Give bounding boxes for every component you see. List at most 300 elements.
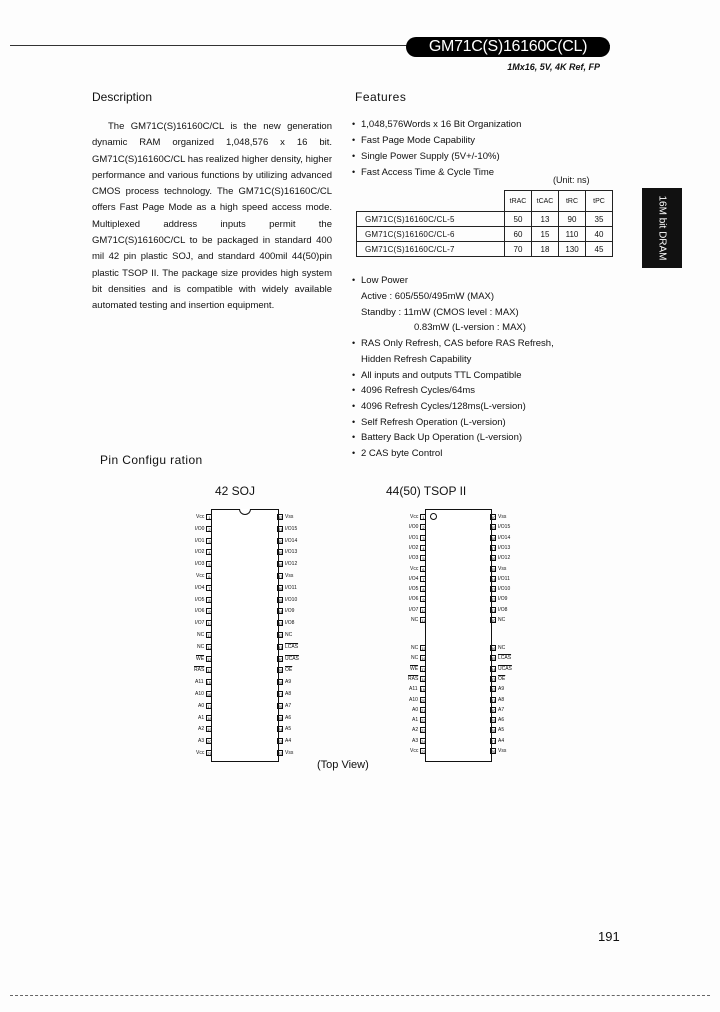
pin-name: A9 bbox=[498, 686, 505, 693]
pin-name: NC bbox=[498, 645, 506, 651]
pin-label bbox=[490, 576, 510, 582]
pin-label bbox=[198, 703, 212, 709]
pin-config-title: Pin Configu ration bbox=[100, 453, 203, 467]
description-body: The GM71C(S)16160C/CL is the new generation dynamic RAM organized 1,048,576 x 16 bit. GM71C(S)16160C/CL has realized higher density, higher performance and various functions by utilizing advanced CMOS process technology. The GM71C(S)16160C/CL offers Fast Page Mode as a high speed access mode. Multiplexed address inputs permit the GM71C(S)16160C/CL to be packaged in standard 400 mil 42 pin plastic SOJ, and standard 400mil 44(50)pin plastic TSOP II. The package size provides high system bit densities and is compatible with widely available automated testing and insertion equipment. bbox=[92, 121, 332, 312]
table-header-row bbox=[357, 191, 613, 212]
pin-number: 13 bbox=[207, 656, 212, 662]
pin-label bbox=[195, 608, 212, 614]
pin-name: A4 bbox=[498, 737, 505, 744]
pin-name: A7 bbox=[285, 702, 292, 709]
pin-number: 26 bbox=[278, 703, 283, 709]
pin-number: 29 bbox=[491, 718, 496, 724]
pin-label bbox=[196, 750, 212, 756]
column-header: tCAC bbox=[532, 191, 559, 212]
pin-number: 5 bbox=[422, 556, 425, 562]
pin-label bbox=[277, 526, 297, 532]
pin-name: I/O2 bbox=[409, 544, 419, 551]
pin-name: Vcc bbox=[410, 514, 419, 520]
pin-label bbox=[409, 555, 426, 561]
table-row bbox=[357, 212, 613, 227]
table-cell: 90 bbox=[559, 212, 586, 227]
pin-name: A9 bbox=[285, 679, 292, 686]
pin-number: 43 bbox=[491, 587, 496, 593]
pin-name: Vcc bbox=[410, 748, 419, 754]
pin-number: 32 bbox=[491, 687, 496, 693]
pin-number: 12 bbox=[207, 644, 212, 650]
pin-label bbox=[412, 707, 426, 713]
pin-name: A1 bbox=[198, 714, 205, 721]
pin-label bbox=[410, 748, 426, 754]
pin-name: UCAS bbox=[285, 655, 299, 662]
table-cell: 110 bbox=[559, 227, 586, 242]
unit-note: (Unit: ns) bbox=[553, 175, 590, 185]
pin-name: Vss bbox=[498, 565, 507, 572]
pin-name: Vss bbox=[498, 514, 507, 520]
pin-number: 40 bbox=[278, 538, 283, 544]
pin-number: 10 bbox=[421, 607, 426, 613]
side-tab-label: 16M bit DRAM bbox=[656, 195, 668, 261]
pin-label bbox=[277, 585, 297, 591]
pin-number: 4 bbox=[422, 545, 425, 551]
pin-number: 2 bbox=[208, 526, 211, 532]
pin-number: 39 bbox=[278, 550, 283, 556]
pin-number: 29 bbox=[278, 668, 283, 674]
pin-label bbox=[277, 750, 293, 756]
pin-name: I/O9 bbox=[285, 608, 295, 615]
pin-name: I/O1 bbox=[195, 537, 205, 544]
features-title: Features bbox=[355, 90, 407, 104]
pin-label bbox=[195, 561, 212, 567]
pin-name: A0 bbox=[412, 706, 419, 713]
tsop-package bbox=[425, 509, 492, 762]
pin-label bbox=[490, 535, 510, 541]
pin-label bbox=[198, 738, 212, 744]
pin-label bbox=[411, 655, 426, 661]
pin-name: I/O14 bbox=[285, 537, 298, 544]
table-cell: 18 bbox=[532, 242, 559, 257]
pin-name: I/O8 bbox=[285, 620, 295, 627]
column-header: tPC bbox=[586, 191, 613, 212]
pin-label bbox=[277, 644, 298, 650]
pin-name: I/O1 bbox=[409, 534, 419, 541]
pin-label bbox=[409, 524, 426, 530]
pin-name: Vss bbox=[285, 573, 294, 579]
top-view-label: (Top View) bbox=[317, 759, 369, 771]
pin-number: 36 bbox=[278, 585, 283, 591]
pin-name: A5 bbox=[498, 727, 505, 734]
pin-number: 47 bbox=[491, 545, 496, 551]
page-number: 191 bbox=[598, 929, 620, 944]
pin-name: A6 bbox=[285, 714, 292, 721]
pin-number: 14 bbox=[207, 668, 212, 674]
pin-label bbox=[409, 596, 426, 602]
pin-label bbox=[196, 573, 212, 579]
pin-label bbox=[277, 561, 297, 567]
pin-name: I/O5 bbox=[409, 586, 419, 593]
pin-label bbox=[409, 697, 426, 703]
pin-label bbox=[198, 726, 212, 732]
pin-label bbox=[490, 607, 507, 613]
pin-number: 31 bbox=[278, 644, 283, 650]
pin-number: 7 bbox=[208, 585, 211, 591]
table-row bbox=[357, 242, 613, 257]
pin-name: NC bbox=[411, 655, 419, 662]
pin-number: 25 bbox=[421, 749, 426, 754]
pin-name: A11 bbox=[195, 679, 204, 686]
pin-name: Vcc bbox=[196, 514, 205, 520]
pin-number: 15 bbox=[421, 646, 426, 651]
pin-number: 48 bbox=[491, 535, 496, 541]
pin-number: 34 bbox=[491, 666, 496, 672]
pin-name: I/O6 bbox=[409, 596, 419, 603]
pin-label bbox=[195, 538, 212, 544]
pin-label bbox=[195, 691, 212, 697]
pin-name: Vcc bbox=[410, 565, 419, 572]
pin-label bbox=[409, 586, 426, 592]
pin-number: 24 bbox=[278, 727, 283, 733]
column-header: tRAC bbox=[505, 191, 532, 212]
pin-number: 17 bbox=[421, 666, 426, 672]
pin-name: I/O7 bbox=[409, 606, 419, 613]
pin-label bbox=[277, 656, 299, 662]
pin-label bbox=[490, 727, 504, 733]
pin-name: $\overline{RAS}$ bbox=[408, 675, 419, 682]
pin-number: 28 bbox=[491, 728, 496, 734]
pin-label bbox=[196, 514, 212, 520]
pin-name: I/O15 bbox=[285, 525, 298, 532]
pin-label bbox=[410, 514, 426, 520]
pin-label bbox=[277, 738, 291, 744]
pin-label bbox=[409, 576, 426, 582]
table-cell: GM71C(S)16160C/CL-7 bbox=[357, 242, 505, 257]
pin-number: 19 bbox=[207, 727, 212, 733]
table-cell: 70 bbox=[505, 242, 532, 257]
pin-number: 21 bbox=[207, 751, 212, 756]
table-cell: 15 bbox=[532, 227, 559, 242]
pin-name: A3 bbox=[412, 737, 419, 744]
pin-name: I/O12 bbox=[285, 561, 298, 568]
pin-label bbox=[277, 620, 294, 626]
pin-name: $\overline{RAS}$ bbox=[194, 667, 205, 674]
pin-label bbox=[277, 549, 297, 555]
pin-name: $\overline{OE}$ bbox=[285, 667, 293, 674]
pin-name: I/O10 bbox=[285, 596, 298, 603]
pin-label bbox=[410, 666, 426, 672]
pin-name: Vss bbox=[285, 514, 294, 520]
pin-number: 31 bbox=[491, 697, 496, 703]
pin-number: 20 bbox=[207, 739, 212, 745]
pin-number: 33 bbox=[278, 621, 283, 627]
pin-label bbox=[277, 597, 297, 603]
chip-notch bbox=[239, 509, 251, 515]
pin-label bbox=[490, 738, 504, 744]
pin-name: A6 bbox=[498, 717, 505, 724]
pin-label bbox=[277, 703, 291, 709]
soj-title: 42 SOJ bbox=[215, 484, 256, 498]
pin-number: 10 bbox=[207, 621, 212, 627]
pin-label bbox=[412, 727, 426, 733]
pin-name: NC bbox=[197, 632, 205, 638]
pin-label bbox=[490, 524, 510, 530]
pin-number: 33 bbox=[491, 676, 496, 682]
pin-number: 22 bbox=[278, 751, 283, 756]
pin-number: 2 bbox=[422, 525, 425, 531]
pin-name: I/O12 bbox=[498, 555, 511, 562]
pin-name: $\overline{WE}$ bbox=[196, 655, 205, 662]
pin-name: I/O11 bbox=[498, 575, 510, 582]
pin-name: I/O2 bbox=[195, 549, 205, 556]
pin-number: 5 bbox=[208, 562, 211, 568]
pin-label bbox=[195, 585, 212, 591]
pin-label bbox=[409, 686, 426, 692]
timing-table bbox=[356, 190, 613, 257]
pin-number: 27 bbox=[278, 692, 283, 697]
pin-name: A4 bbox=[285, 738, 292, 745]
pin-number: 30 bbox=[278, 656, 283, 662]
pin-label bbox=[197, 632, 212, 638]
pin-label bbox=[277, 679, 291, 685]
pin-number: 36 bbox=[491, 646, 496, 651]
pin-number: 50 bbox=[491, 515, 496, 520]
pin-label bbox=[195, 597, 212, 603]
pin-label bbox=[195, 549, 212, 555]
pin-label bbox=[195, 679, 212, 685]
pin-number: 19 bbox=[420, 687, 425, 693]
pin-name: LCAS bbox=[285, 643, 299, 650]
table-cell: 13 bbox=[532, 212, 559, 227]
pin-label bbox=[277, 667, 292, 673]
pin-label bbox=[194, 667, 212, 673]
pin-name: I/O3 bbox=[409, 555, 419, 562]
pin-name: I/O13 bbox=[498, 544, 511, 551]
pin-label bbox=[408, 676, 426, 682]
pin-label bbox=[490, 666, 512, 672]
pin-name: A5 bbox=[285, 726, 292, 733]
pin1-marker bbox=[430, 513, 437, 520]
pin-name: A0 bbox=[198, 702, 205, 709]
pin-name: I/O0 bbox=[195, 525, 205, 532]
pin-name: I/O4 bbox=[195, 584, 205, 591]
pin-number: 3 bbox=[208, 538, 211, 544]
pin-label bbox=[490, 514, 506, 520]
pin-number: 1 bbox=[422, 515, 425, 520]
pin-number: 44 bbox=[491, 576, 496, 582]
pin-name: LCAS bbox=[498, 655, 512, 662]
pin-number: 6 bbox=[422, 566, 425, 572]
pin-label bbox=[411, 617, 426, 623]
pin-name: A10 bbox=[409, 696, 418, 703]
pin-number: 22 bbox=[421, 718, 426, 724]
pin-number: 26 bbox=[491, 749, 496, 754]
pin-label bbox=[410, 566, 426, 572]
pin-number: 8 bbox=[208, 597, 211, 603]
pin-label bbox=[409, 607, 426, 613]
pin-number: 45 bbox=[491, 566, 496, 572]
table-cell: GM71C(S)16160C/CL-5 bbox=[357, 212, 505, 227]
pin-number: 17 bbox=[207, 703, 212, 709]
soj-package bbox=[211, 509, 279, 762]
pin-number: 41 bbox=[491, 607, 496, 613]
pin-label bbox=[490, 707, 504, 713]
pin-label bbox=[490, 566, 506, 572]
pin-label bbox=[198, 715, 212, 721]
pin-number: 28 bbox=[278, 680, 283, 686]
pin-name: A8 bbox=[498, 696, 505, 703]
pin-name: I/O7 bbox=[195, 620, 205, 627]
pin-label bbox=[277, 715, 291, 721]
column-header: tRC bbox=[559, 191, 586, 212]
pin-label bbox=[195, 620, 212, 626]
pin-label bbox=[490, 555, 510, 561]
pin-name: NC bbox=[411, 617, 419, 623]
pin-number: 24 bbox=[421, 738, 426, 744]
table-cell: 45 bbox=[586, 242, 613, 257]
pin-number: 3 bbox=[422, 535, 425, 541]
pin-number: 6 bbox=[208, 574, 211, 579]
part-subtitle: 1Mx16, 5V, 4K Ref, FP bbox=[507, 62, 600, 72]
pin-name: Vss bbox=[498, 748, 507, 754]
table-cell: GM71C(S)16160C/CL-6 bbox=[357, 227, 505, 242]
pin-number: 11 bbox=[421, 618, 426, 623]
table-cell: 60 bbox=[505, 227, 532, 242]
tsop-title: 44(50) TSOP II bbox=[386, 484, 467, 498]
pin-number: 18 bbox=[207, 715, 212, 721]
pin-name: I/O10 bbox=[498, 586, 511, 593]
pin-number: 11 bbox=[207, 633, 212, 638]
pin-name: I/O14 bbox=[498, 534, 511, 541]
pin-number: 27 bbox=[491, 738, 496, 744]
pin-number: 21 bbox=[421, 707, 426, 713]
pin-label bbox=[490, 645, 505, 651]
pin-number: 40 bbox=[491, 618, 496, 623]
pin-name: I/O3 bbox=[195, 561, 205, 568]
table-cell: 40 bbox=[586, 227, 613, 242]
pin-number: 37 bbox=[278, 574, 283, 579]
pin-name: A10 bbox=[195, 691, 204, 697]
pin-label bbox=[490, 748, 506, 754]
pin-name: NC bbox=[285, 632, 293, 638]
pin-number: 41 bbox=[278, 526, 283, 532]
pin-label bbox=[490, 717, 504, 723]
pin-name: $\overline{OE}$ bbox=[498, 675, 506, 682]
pin-number: 34 bbox=[278, 609, 283, 615]
pin-name: A7 bbox=[498, 706, 505, 713]
pin-name: A1 bbox=[412, 717, 419, 724]
description-title: Description bbox=[92, 90, 153, 104]
pin-label bbox=[490, 676, 505, 682]
pin-number: 35 bbox=[278, 597, 283, 603]
pin-label bbox=[490, 617, 505, 623]
pin-label bbox=[277, 538, 297, 544]
pin-label bbox=[490, 655, 511, 661]
pin-label bbox=[490, 686, 504, 692]
pin-number: 8 bbox=[422, 587, 425, 593]
table-row bbox=[357, 227, 613, 242]
pin-number: 25 bbox=[278, 715, 283, 721]
pin-label bbox=[490, 545, 510, 551]
pin-number: 18 bbox=[421, 676, 426, 682]
pin-number: 16 bbox=[206, 692, 212, 697]
pin-number: 49 bbox=[491, 525, 496, 531]
pin-name: I/O8 bbox=[498, 606, 508, 613]
pin-name: I/O0 bbox=[409, 524, 419, 531]
pin-name: $\overline{WE}$ bbox=[410, 665, 419, 672]
pin-number: 4 bbox=[208, 550, 211, 556]
pin-name: Vcc bbox=[196, 750, 205, 756]
pin-name: A8 bbox=[285, 691, 292, 697]
pin-name: A3 bbox=[198, 738, 205, 745]
pin-name: I/O4 bbox=[409, 575, 419, 582]
pin-label bbox=[490, 697, 504, 703]
pin-number: 9 bbox=[208, 609, 211, 615]
pin-name: NC bbox=[498, 617, 506, 623]
pin-name: I/O6 bbox=[195, 608, 205, 615]
pin-label bbox=[277, 632, 292, 638]
pin-name: A2 bbox=[198, 726, 205, 733]
pin-number: 32 bbox=[278, 633, 283, 638]
pin-label bbox=[490, 596, 507, 602]
pin-number: 42 bbox=[491, 597, 496, 603]
pin-label bbox=[409, 545, 426, 551]
pin-name: UCAS bbox=[498, 665, 512, 672]
pin-label bbox=[412, 738, 426, 744]
pin-number: 42 bbox=[278, 515, 283, 520]
pin-label bbox=[277, 691, 291, 697]
table-cell: 50 bbox=[505, 212, 532, 227]
pin-number: 16 bbox=[421, 656, 426, 662]
pin-number: 23 bbox=[278, 739, 283, 745]
pin-name: I/O9 bbox=[498, 596, 508, 603]
pin-name: I/O5 bbox=[195, 596, 205, 603]
pin-label bbox=[277, 608, 294, 614]
pin-label bbox=[195, 526, 212, 532]
pin-name: NC bbox=[411, 645, 419, 651]
pin-label bbox=[409, 535, 426, 541]
pin-name: A2 bbox=[412, 727, 419, 734]
pin-name: I/O15 bbox=[498, 524, 511, 531]
pin-number: 35 bbox=[491, 656, 496, 662]
pin-label bbox=[277, 514, 293, 520]
footer-rule bbox=[10, 995, 710, 996]
pin-name: Vss bbox=[285, 750, 294, 756]
pin-number: 9 bbox=[422, 597, 425, 603]
pin-number: 7 bbox=[422, 576, 425, 582]
pin-name: NC bbox=[197, 643, 205, 650]
pin-number: 30 bbox=[491, 707, 496, 713]
pin-label bbox=[411, 645, 426, 651]
pin-number: 38 bbox=[278, 562, 283, 568]
pin-label bbox=[197, 644, 212, 650]
pin-label bbox=[196, 656, 212, 662]
pin-number: 46 bbox=[491, 556, 496, 562]
pin-number: 20 bbox=[420, 697, 426, 703]
pin-name: I/O13 bbox=[285, 549, 298, 556]
pin-name: A11 bbox=[409, 686, 418, 693]
pin-name: I/O11 bbox=[285, 584, 297, 591]
pin-number: 15 bbox=[206, 680, 211, 686]
side-tab bbox=[642, 188, 682, 268]
pin-label bbox=[277, 726, 291, 732]
pin-label bbox=[277, 573, 293, 579]
pin-label bbox=[490, 586, 510, 592]
pin-number: 23 bbox=[421, 728, 426, 734]
table-cell: 35 bbox=[586, 212, 613, 227]
part-number-badge: GM71C(S)16160C(CL) bbox=[406, 37, 610, 57]
pin-name: Vcc bbox=[196, 573, 205, 579]
pin-label bbox=[412, 717, 426, 723]
table-cell: 130 bbox=[559, 242, 586, 257]
pin-number: 1 bbox=[208, 515, 211, 520]
